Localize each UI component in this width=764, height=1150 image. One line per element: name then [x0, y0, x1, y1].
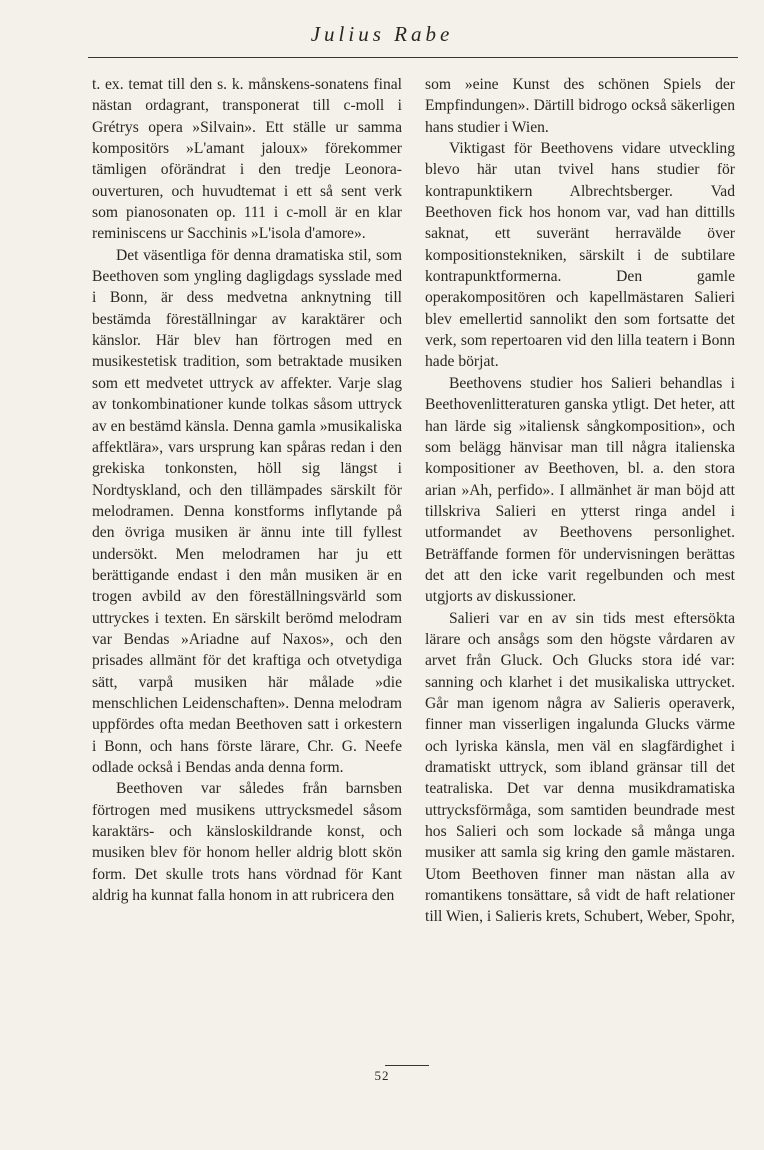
left-column	[92, 74, 402, 906]
paragraph: Salieri var en av sin tids mest eftersökta lärare och ansågs som den högste vårdaren av arvet från Gluck. Och Glucks stora idé var: sanning och klarhet i det musikaliska uttrycket. Går man igenom några av Salieris operaverk, finner man visserligen ingalunda Glucks värme och lyriska känsla, men väl en slagfärdighet i dramatiskt uttryck, som ibland gränsar till det teatraliska. Det var denna musikdramatiska uttrycksförmåga, som samtiden beundrade mest hos Salieri och som lockade så många unga musiker att samla sig kring den gamle mästaren. Utom Beethoven finner man nästan alla av romantikens tonsättare, så vidt de haft relationer till Wien, i Salieris krets, Schubert, Weber, Spohr,	[425, 609, 735, 926]
paragraph: som »eine Kunst des schönen Spiels der Empfindungen». Därtill bidrogo också säkerligen hans studier i Wien.	[425, 76, 735, 136]
footer-rule	[385, 1065, 429, 1066]
page-number: 52	[374, 1068, 390, 1083]
right-column	[425, 74, 735, 928]
paragraph: Beethoven var således från barnsben förtrogen med musikens uttrycksmedel såsom karaktärs- och känsloskildrande konst, och musiken blev för honom heller aldrig blott skön form. Det skulle trots hans vördnad för Kant aldrig ha kunnat falla honom in att rubricera den	[92, 780, 402, 905]
paragraph: Viktigast för Beethovens vidare utveckling blevo här utan tvivel hans studier för kontrapunktikern Albrechtsberger. Vad Beethoven fick hos honom var, vad han dittills saknat, ett suveränt herravälde över kompositionstekniken, särskilt i de subtilare kontrapunktformerna. Den gamle operakompositören och kapellmästaren Salieri blev emellertid sannolikt den som fortsatte det verk, som repertoaren vid den lilla teatern i Bonn hade börjat.	[425, 140, 735, 371]
page-header	[0, 22, 764, 47]
header-rule	[88, 57, 738, 58]
paragraph: Beethovens studier hos Salieri behandlas i Beethovenlitteraturen ganska ytligt. Det heter, att han lärde sig »italiensk sångkomposition», och som belägg hänvisar man till några italienska kompositioner av Beethoven, bl. a. den stora arian »Ah, perfido». I allmänhet är man böjd att tillskriva Salieri en ytterst ringa andel i utformandet av Beethovens personlighet. Beträffande formen för undervisningen berättas det att den icke varit regelbunden och mest utgjorts av diskussioner.	[425, 374, 735, 606]
running-head: Julius Rabe	[310, 22, 454, 46]
paragraph: t. ex. temat till den s. k. månskens-sonatens final nästan ordagrant, transponerat till c-moll i Grétrys opera »Silvain». Ett ställe ur samma kompositörs »L'amant jaloux» förekommer tämligen oförändrat i den tredje Leonora-ouverturen, och huvudtemat i ett så sent verk som pianosonaten op. 111 i c-moll är en klar reminiscens ur Sacchinis »L'isola d'amore».	[92, 76, 402, 243]
paragraph: Det väsentliga för denna dramatiska stil, som Beethoven som yngling dagligdags sysslade med i Bonn, är dess medvetna anknytning till bestämda föreställningar av karaktärer och känslor. Här blev han förtrogen med en musikestetisk tradition, som betraktade musiken som ett medvetet uttryck av affekter. Varje slag av tonkombinationer kunde tolkas såsom uttryck av en bestämd känsla. Denna gamla »musikaliska affektlära», vars ursprung kan spåras redan i den grekiska tonkonsten, höll sig längst i Nordtyskland, och den tillämpades särskilt för melodramen. Denna konstforms inflytande på den övriga musiken är ännu inte till fyllest undersökt. Men melodramen har ju ett berättigande endast i den mån musiken är en trogen avbild av den föreställningsvärld som uttryckes i texten. En särskilt berömd melodram var Bendas »Ariadne auf Naxos», och den prisades allmänt för det kraftiga och otvetydiga sätt, varpå musiken här målade »die menschlichen Leidenschaften». Denna melodram uppfördes ofta medan Beethoven satt i orkestern i Bonn, och hans förste lärare, Chr. G. Neefe odlade också i Bendas anda denna form.	[92, 246, 402, 776]
